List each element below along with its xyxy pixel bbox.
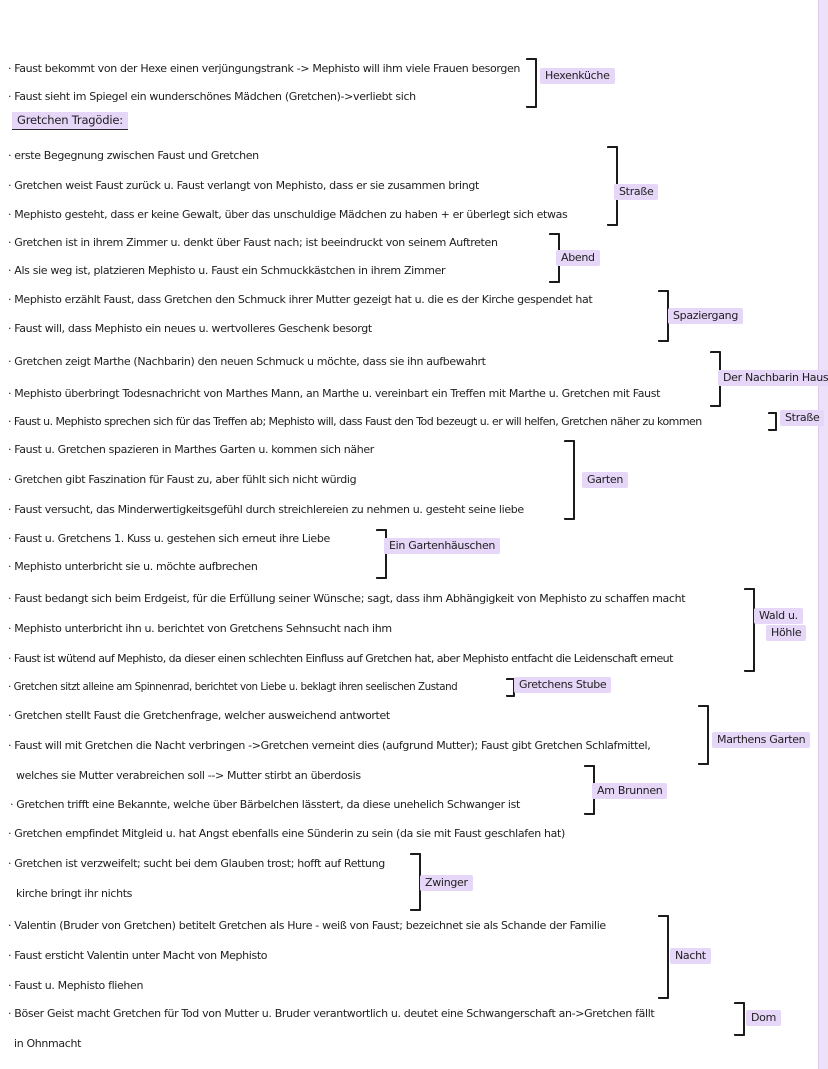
note-line: · Gretchen trifft eine Bekannte, welche über Bärbelchen lässtert, da diese unehelich Schwanger ist — [10, 798, 520, 811]
note-line: · Gretchen ist in ihrem Zimmer u. denkt über Faust nach; ist beeindruckt von seinem Auftreten — [8, 236, 498, 249]
scene-label-dom: Dom — [746, 1010, 781, 1026]
group-bracket-nacht — [658, 915, 669, 999]
scene-label-garten: Garten — [582, 472, 628, 488]
scene-label-ein-gartenhaeuschen: Ein Gartenhäuschen — [384, 538, 500, 554]
note-line: · Valentin (Bruder von Gretchen) betitelt Gretchen als Hure - weiß von Faust; bezeichnet sie als Schande der Familie — [8, 919, 606, 932]
note-line: · Gretchen weist Faust zurück u. Faust verlangt von Mephisto, dass er sie zusammen bringt — [8, 179, 479, 192]
note-line: · Mephisto unterbricht sie u. möchte aufbrechen — [8, 560, 258, 573]
scene-label-spaziergang: Spaziergang — [668, 308, 743, 324]
note-line: · Gretchen zeigt Marthe (Nachbarin) den neuen Schmuck u möchte, dass sie ihn aufbewahrt — [8, 355, 486, 368]
scene-label-strasse-2: Straße — [780, 410, 824, 426]
note-line: · Faust sieht im Spiegel ein wunderschönes Mädchen (Gretchen)->verliebt sich — [8, 90, 416, 103]
note-line: · Faust versucht, das Minderwertigkeitsgefühl durch streichlereien zu nehmen u. gesteht seine liebe — [8, 503, 524, 516]
note-line: · Böser Geist macht Gretchen für Tod von Mutter u. Bruder verantwortlich u. deutet eine Schwangerschaft an->Gretchen fällt — [8, 1007, 655, 1020]
note-line: · Faust u. Gretchens 1. Kuss u. gestehen sich erneut ihre Liebe — [8, 532, 330, 545]
scene-label-zwinger: Zwinger — [420, 875, 473, 891]
note-line: · Mephisto erzählt Faust, dass Gretchen den Schmuck ihrer Mutter gezeigt hat u. die es der Kirche gespendet hat — [8, 293, 593, 306]
scene-label-nacht: Nacht — [670, 948, 711, 964]
scene-label-strasse-1: Straße — [614, 184, 658, 200]
note-line: · Gretchen empfindet Mitgleid u. hat Angst ebenfalls eine Sünderin zu sein (da sie mit Faust geschlafen hat) — [8, 827, 565, 840]
group-bracket-ein-gartenhaeuschen — [376, 529, 387, 579]
note-line: · Als sie weg ist, platzieren Mephisto u. Faust ein Schmuckkästchen in ihrem Zimmer — [8, 264, 446, 277]
note-line: welches sie Mutter verabreichen soll --> Mutter stirbt an überdosis — [16, 769, 361, 782]
note-line: · Mephisto gesteht, dass er keine Gewalt, über das unschuldige Mädchen zu haben + er überlegt sich etwas — [8, 208, 568, 221]
note-line: · Gretchen ist verzweifelt; sucht bei dem Glauben trost; hofft auf Rettung — [8, 857, 385, 870]
scene-label-hexenkueche: Hexenküche — [540, 68, 615, 84]
note-line: · Mephisto unterbricht ihn u. berichtet von Gretchens Sehnsucht nach ihm — [8, 622, 392, 635]
note-line: · Faust u. Mephisto sprechen sich für das Treffen ab; Mephisto will, dass Faust den Tod bezeugt u. er will helfen, Gretchen näher zu kommen — [8, 415, 702, 428]
scene-label-am-brunnen: Am Brunnen — [592, 783, 667, 799]
note-line: · Faust will mit Gretchen die Nacht verbringen ->Gretchen verneint dies (aufgrund Mutter); Faust gibt Gretchen Schlafmittel, — [8, 739, 651, 752]
note-line: · Faust u. Gretchen spazieren in Marthes Garten u. kommen sich näher — [8, 443, 374, 456]
group-bracket-strasse-2 — [768, 412, 777, 431]
note-line: · Faust bekommt von der Hexe einen verjüngungstrank -> Mephisto will ihm viele Frauen besorgen — [8, 62, 521, 75]
note-line: kirche bringt ihr nichts — [16, 887, 133, 900]
scene-label-der-nachbarin-haus: Der Nachbarin Haus — [718, 370, 828, 386]
note-line: · Faust bedangt sich beim Erdgeist, für die Erfüllung seiner Wünsche; sagt, dass ihm Abhängigkeit von Mephisto zu schaffen macht — [8, 592, 686, 605]
note-line: · Faust ersticht Valentin unter Macht von Mephisto — [8, 949, 268, 962]
scene-label-wald-u: Wald u. — [754, 608, 803, 624]
note-line: · erste Begegnung zwischen Faust und Gretchen — [8, 149, 259, 162]
group-bracket-marthens-garten — [698, 705, 709, 765]
page-margin-strip — [818, 0, 828, 1069]
note-line: in Ohnmacht — [14, 1037, 82, 1050]
scene-label-gretchens-stube: Gretchens Stube — [514, 677, 611, 693]
scene-label-abend: Abend — [556, 250, 600, 266]
section-heading: Gretchen Tragödie: — [12, 112, 128, 130]
note-line: · Gretchen stellt Faust die Gretchenfrage, welcher ausweichend antwortet — [8, 709, 390, 722]
scene-label-hoehle: Höhle — [766, 625, 806, 641]
note-line: · Faust will, dass Mephisto ein neues u. wertvolleres Geschenk besorgt — [8, 322, 372, 335]
note-line: · Mephisto überbringt Todesnachricht von Marthes Mann, an Marthe u. vereinbart ein Treffen mit Marthe u. Gretchen mit Faust — [8, 387, 661, 400]
scene-label-marthens-garten: Marthens Garten — [712, 732, 810, 748]
note-line: · Gretchen sitzt alleine am Spinnenrad, berichtet von Liebe u. beklagt ihren seelischen Zustand — [8, 681, 458, 693]
note-line: · Gretchen gibt Faszination für Faust zu, aber fühlt sich nicht würdig — [8, 473, 357, 486]
group-bracket-wald-u-hoehle — [744, 588, 755, 672]
group-bracket-garten — [564, 440, 575, 520]
note-line: · Faust ist wütend auf Mephisto, da dieser einen schlechten Einfluss auf Gretchen hat, aber Mephisto entfacht die Leidenschaft erneut — [8, 652, 673, 665]
group-bracket-dom — [734, 1002, 745, 1036]
group-bracket-hexenkueche — [526, 58, 537, 108]
note-line: · Faust u. Mephisto fliehen — [8, 979, 144, 992]
